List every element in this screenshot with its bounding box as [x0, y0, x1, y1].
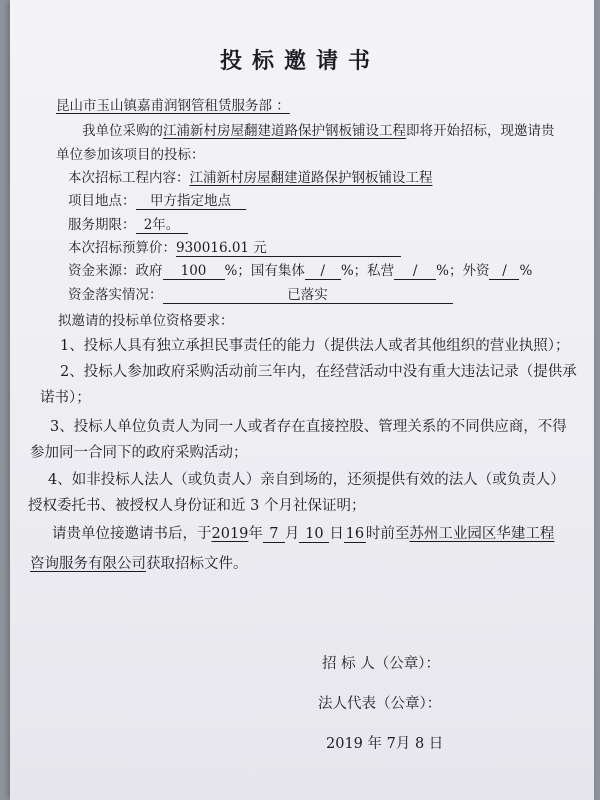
- closing-text-4: 日: [329, 526, 344, 542]
- recipient-name: 昆山市玉山镇嘉甫润钢管租赁服务部 ：: [56, 98, 290, 114]
- closing-text-1: 请贵单位接邀请书后，于: [52, 526, 212, 542]
- requirement-4-line-1: 4、如非投标人法人（或负责人）亲自到场的，还须提供有效的法人（或负责人）: [48, 472, 565, 488]
- implementation-label: 资金落实情况：: [68, 287, 163, 303]
- requirement-2-line-1: 2、投标人参加政府采购活动前三年内，在经营活动中没有重大违法记录（提供承: [60, 364, 577, 380]
- closing-text-2: 年: [248, 526, 263, 542]
- closing-line-1: [52, 522, 554, 543]
- closing-day: 10: [299, 526, 329, 543]
- content-label: 本次招标工程内容：: [68, 170, 190, 186]
- funding-pct3: %；外资: [436, 263, 490, 279]
- location-line: [68, 189, 246, 210]
- recipient-line: [56, 94, 290, 114]
- intro-prefix: 我单位采购的: [82, 123, 163, 139]
- budget-value: 930016.01 元: [176, 240, 401, 257]
- intro-line-1: [82, 119, 555, 139]
- closing-company-2: 咨询服务有限公司: [30, 556, 146, 572]
- budget-line: [68, 236, 401, 257]
- requirement-2-line-2: 诺书）；: [40, 390, 91, 406]
- legal-rep-seal-label: 法人代表（公章）：: [318, 696, 442, 712]
- funding-label: 资金来源：政府: [68, 263, 163, 279]
- duration-label: 服务期限：: [68, 217, 136, 233]
- intro-project: 江浦新村房屋翻建道路保护钢板铺设工程: [163, 123, 406, 139]
- funding-collective: /: [305, 263, 341, 280]
- closing-year: 2019: [211, 526, 249, 542]
- requirement-3-line-2: 参加同一合同下的政府采购活动；: [30, 445, 248, 461]
- implementation-line: [68, 283, 453, 304]
- duration-value: 2年。: [136, 217, 188, 234]
- closing-text-6: 获取招标文件。: [146, 556, 248, 572]
- implementation-value: 已落实: [163, 287, 453, 304]
- requirement-1: 1、投标人具有独立承担民事责任的能力（提供法人或者其他组织的营业执照）；: [60, 338, 570, 354]
- funding-private: /: [394, 263, 436, 280]
- requirement-3-line-1: 3、投标人单位负责人为同一人或者存在直接控股、管理关系的不同供应商，不得: [50, 419, 567, 435]
- content-line: [68, 166, 433, 186]
- bidder-seal-label: 招 标 人（公章）：: [322, 656, 440, 672]
- funding-pct2: %；私营: [340, 263, 395, 279]
- funding-pct4: %: [519, 263, 533, 279]
- closing-text-3: 月: [284, 526, 300, 542]
- location-value: 甲方指定地点: [136, 193, 246, 210]
- funding-line: [68, 259, 532, 280]
- signature-date: 2019 年 7月 8 日: [326, 736, 444, 752]
- funding-gov: 100: [163, 263, 225, 280]
- funding-foreign: /: [489, 263, 519, 280]
- closing-company-1: 苏州工业园区华建工程: [409, 526, 555, 542]
- intro-suffix: 即将开始招标，现邀请贵: [406, 123, 555, 139]
- closing-hour: 16: [345, 526, 365, 542]
- requirements-header: 拟邀请的投标单位资格要求：: [58, 313, 234, 329]
- content-value: 江浦新村房屋翻建道路保护钢板铺设工程: [189, 170, 433, 186]
- funding-pct1: %；国有集体: [224, 263, 305, 279]
- closing-line-2: [30, 552, 248, 573]
- location-label: 项目地点：: [68, 193, 136, 209]
- duration-line: [68, 213, 188, 234]
- document-title: 投标邀请书: [219, 48, 380, 74]
- intro-line-2: 单位参加该项目的投标：: [56, 147, 205, 163]
- requirement-4-line-2: 授权委托书、被授权人身份证和近 3 个月社保证明；: [28, 498, 366, 514]
- closing-month: 7: [263, 526, 285, 543]
- closing-text-5: 时前至: [365, 526, 410, 542]
- budget-label: 本次招标预算价：: [68, 240, 176, 256]
